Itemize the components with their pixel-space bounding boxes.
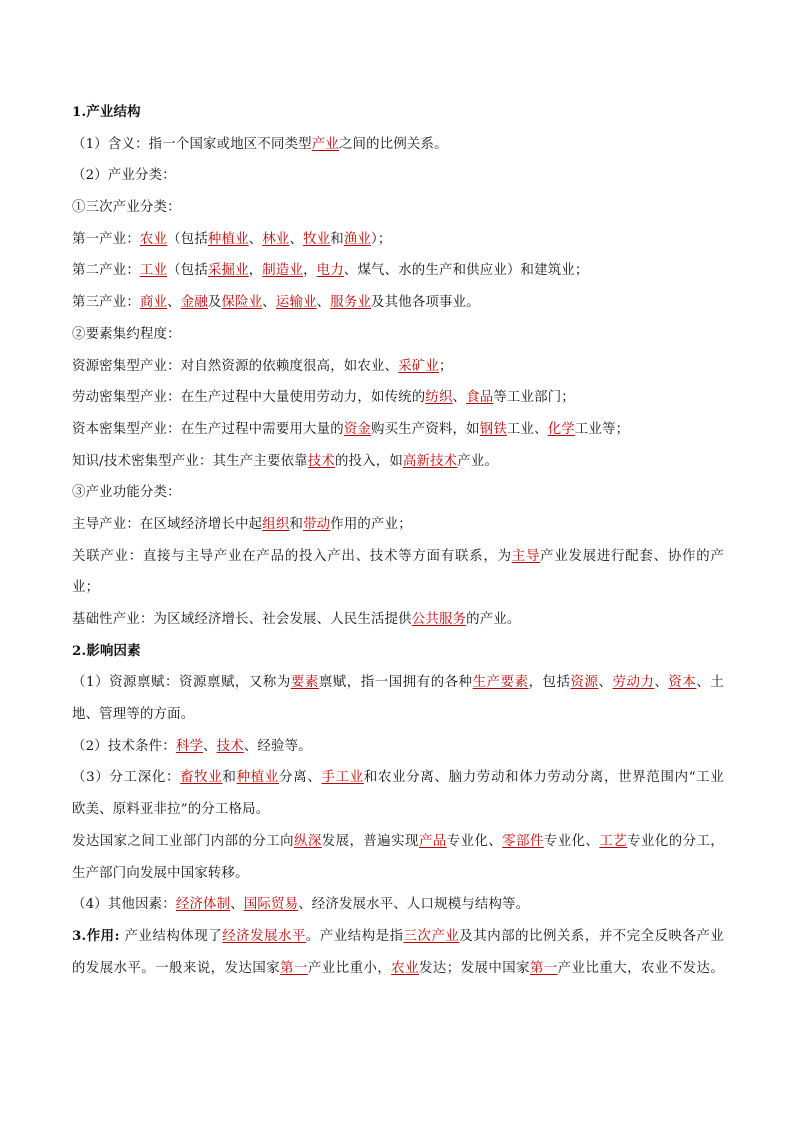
text-run: 、: [248, 231, 263, 247]
text-line: [72, 351, 724, 383]
keyword-underlined: 科学: [175, 738, 204, 754]
text-line: [72, 826, 724, 858]
keyword-underlined: 牧业: [303, 231, 331, 247]
text-run: 及其他各项事业。: [371, 295, 480, 311]
text-run: 及其内部的比例关系，并不完全反映各产业: [459, 928, 724, 944]
text-run: 和: [330, 231, 344, 247]
text-run: 的产业。: [466, 612, 521, 627]
text-line: [72, 160, 724, 192]
keyword-underlined: 采掘业: [207, 263, 249, 279]
keyword-underlined: 手工业: [321, 770, 364, 786]
text-run: 工业等；: [574, 421, 630, 437]
text-run: ；: [438, 358, 453, 374]
text-run: 基础性产业：为区域经济增长、社会发展、人民生活提供: [72, 612, 412, 627]
text-run: （包括: [167, 263, 208, 279]
keyword-underlined: 制造业: [262, 263, 304, 279]
text-run: 产业发展进行配套、协作的产: [540, 548, 724, 564]
text-run: 地、管理等的方面。: [72, 707, 195, 723]
keyword-underlined: 种植业: [236, 770, 280, 786]
keyword-underlined: 电力: [316, 263, 344, 279]
text-line: [72, 921, 724, 953]
keyword-underlined: 第一: [530, 960, 558, 976]
text-line: [72, 446, 724, 478]
text-run: 、: [262, 295, 276, 311]
text-run: 欧美、原料亚非拉”的分工格局。: [72, 802, 270, 818]
text-run: 知识/技术密集型产业：其生产主要依靠: [72, 453, 308, 469]
text-run: 、: [167, 295, 181, 311]
text-run: 购买生产资料，如: [371, 421, 480, 437]
text-run: 专业化、: [446, 833, 503, 849]
text-run: 产业比重小，: [307, 960, 392, 976]
text-run: ，包括: [528, 675, 571, 691]
text-run: （2）技术条件：: [72, 738, 176, 754]
text-line: [72, 699, 724, 731]
text-line: [72, 541, 724, 573]
text-run: 、土: [696, 675, 724, 691]
text-run: 、: [654, 675, 669, 691]
text-line: [72, 667, 724, 699]
text-run: 、煤气、水的生产和供应业）和建筑业；: [343, 263, 589, 279]
text-run: 业；: [72, 580, 100, 596]
text-run: 生产部门向发展中国家转移。: [72, 865, 249, 881]
keyword-underlined: 经济发展水平: [222, 928, 306, 944]
text-run: （1）含义：指一个国家或地区不同类型: [72, 136, 312, 152]
text-run: ③产业功能分类：: [72, 485, 181, 501]
keyword-underlined: 纺织: [425, 390, 453, 406]
text-run: 、: [230, 897, 244, 913]
text-run: 资源密集型产业：对自然资源的依赖度很高，如农业、: [72, 358, 399, 374]
text-run: 发达国家之间工业部门内部的分工向: [72, 833, 295, 849]
keyword-underlined: 三次产业: [403, 928, 460, 944]
keyword-underlined: 化学: [547, 421, 575, 437]
keyword-underlined: 金融: [180, 295, 208, 311]
text-run: 、: [598, 675, 613, 691]
text-run: 、: [452, 390, 467, 406]
keyword-underlined: 纵深: [294, 833, 322, 849]
text-line: [72, 414, 724, 446]
keyword-underlined: 渔业: [343, 231, 372, 247]
keyword-underlined: 产品: [418, 833, 447, 849]
text-line: [72, 319, 724, 351]
text-line: [72, 794, 724, 826]
text-run: 、经验等。: [243, 738, 312, 754]
keyword-underlined: 国际贸易: [243, 897, 299, 913]
text-line: [72, 509, 724, 541]
keyword-underlined: 林业: [262, 231, 290, 247]
keyword-underlined: 劳动力: [612, 675, 655, 691]
keyword-underlined: 零部件: [502, 833, 544, 849]
text-run: 产业结构体现了: [119, 928, 223, 944]
text-run: 发达；发展中国家: [418, 960, 530, 976]
keyword-underlined: 资本: [668, 675, 697, 691]
keyword-underlined: 保险业: [221, 295, 263, 311]
keyword-underlined: 带动: [303, 516, 331, 532]
keyword-underlined: 食品: [466, 390, 494, 406]
text-run: 和: [289, 516, 304, 532]
text-run: 产业比重大，农业不发达。: [557, 960, 725, 976]
text-run: ②要素集约程度：: [72, 326, 181, 342]
text-run: 和农业分离、脑力劳动和体力劳动分离，世界范围内“工业: [363, 770, 725, 786]
text-run: 主导产业：在区域经济增长中起: [72, 516, 263, 532]
text-run: 专业化、: [543, 833, 600, 849]
text-line: [72, 477, 724, 509]
text-line: [72, 192, 724, 224]
text-run: 和: [222, 770, 237, 786]
keyword-underlined: 农业: [139, 231, 168, 247]
text-run: （包括: [167, 231, 208, 247]
text-run: 第三产业：: [72, 295, 140, 311]
keyword-underlined: 技术: [216, 738, 244, 754]
text-run: 禀赋，指一国拥有的各种: [318, 675, 473, 691]
text-run: 及: [207, 295, 222, 311]
text-line: [72, 97, 724, 129]
text-run: 的投入，如: [334, 453, 403, 469]
text-run: 分离、: [279, 770, 322, 786]
text-run: 工业、: [506, 421, 548, 437]
keyword-underlined: 高新技术: [402, 453, 458, 469]
text-run: 产业。: [457, 453, 499, 469]
text-line: [72, 604, 724, 636]
text-run: （4）其他因素：: [72, 897, 176, 913]
text-run: 劳动密集型产业：在生产过程中大量使用劳动力，如传统的: [72, 390, 426, 406]
text-line: [72, 762, 724, 794]
keyword-underlined: 要素: [290, 675, 319, 691]
text-run: 专业化的分工，: [627, 833, 724, 849]
keyword-underlined: 资金: [343, 421, 371, 437]
text-line: [72, 731, 724, 763]
text-run: （2）产业分类：: [72, 168, 176, 184]
text-run: ，: [248, 263, 263, 279]
document-page: [72, 97, 724, 984]
keyword-underlined: 农业: [391, 960, 419, 976]
keyword-underlined: 工业: [139, 263, 168, 279]
text-run: 的发展水平。一般来说，发达国家: [72, 960, 281, 976]
keyword-underlined: 钢铁: [479, 421, 507, 437]
text-line: [72, 224, 724, 256]
text-line: [72, 636, 724, 668]
keyword-underlined: 采矿业: [398, 358, 439, 374]
keyword-underlined: 主导: [511, 548, 541, 564]
text-line: [72, 953, 724, 985]
keyword-underlined: 第一: [280, 960, 308, 976]
text-run: 。产业结构是指: [305, 928, 404, 944]
text-run: 等工业部门；: [493, 390, 575, 406]
keyword-underlined: 运输业: [275, 295, 317, 311]
section-heading: 2.影响因素: [72, 642, 141, 659]
text-run: （3）分工深化：: [72, 770, 181, 786]
text-run: 关联产业：直接与主导产业在产品的投入产出、技术等方面有联系，为: [72, 548, 512, 564]
keyword-underlined: 种植业: [207, 231, 249, 247]
keyword-underlined: 技术: [307, 453, 335, 469]
keyword-underlined: 商业: [139, 295, 168, 311]
text-run: ，: [303, 263, 317, 279]
keyword-underlined: 公共服务: [411, 612, 467, 627]
text-line: [72, 287, 724, 319]
text-run: （1）资源禀赋：资源禀赋，又称为: [72, 675, 291, 691]
keyword-underlined: 组织: [262, 516, 290, 532]
text-line: [72, 129, 724, 161]
keyword-underlined: 生产要素: [472, 675, 529, 691]
text-run: 第二产业：: [72, 263, 140, 279]
text-line: [72, 382, 724, 414]
text-run: 作用的产业；: [330, 516, 412, 532]
text-run: ）；: [371, 231, 392, 247]
keyword-underlined: 畜牧业: [180, 770, 223, 786]
section-heading: 1.产业结构: [72, 104, 141, 120]
text-line: [72, 858, 724, 890]
text-run: 发展，普遍实现: [321, 833, 419, 849]
keyword-underlined: 资源: [570, 675, 599, 691]
keyword-underlined: 经济体制: [175, 897, 231, 913]
text-run: ①三次产业分类：: [72, 200, 181, 216]
text-run: 、经济发展水平、人口规模与结构等。: [298, 897, 530, 913]
text-run: 、: [316, 295, 331, 311]
keyword-underlined: 工艺: [599, 833, 628, 849]
text-run: 资本密集型产业：在生产过程中需要用大量的: [72, 421, 344, 437]
text-run: 第一产业：: [72, 231, 140, 247]
text-run: 之间的比例关系。: [338, 136, 448, 152]
text-line: [72, 889, 724, 921]
text-run: 、: [289, 231, 304, 247]
section-heading: 3.作用:: [72, 927, 120, 944]
keyword-underlined: 服务业: [330, 295, 372, 311]
text-line: [72, 255, 724, 287]
text-line: [72, 572, 724, 604]
keyword-underlined: 产业: [311, 136, 339, 152]
text-run: 、: [203, 738, 217, 754]
